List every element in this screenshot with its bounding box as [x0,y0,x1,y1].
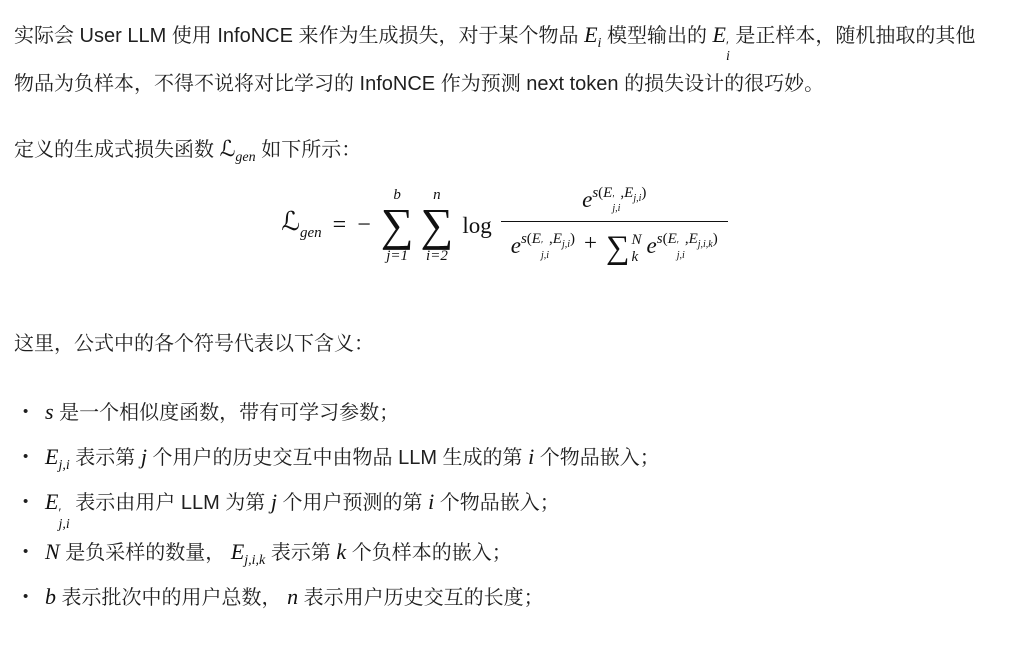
paren-open: ( [662,231,668,248]
sum-upper-limit: b [393,186,401,203]
math-sub-gen: gen [299,225,322,242]
definition-text-1: 定义的生成式损失函数 [14,138,220,161]
legend-heading: 这里，公式中的各个符号代表以下含义： [14,333,374,356]
list-item-text: 个物品嵌入； [534,447,660,470]
list-item-b-n [45,575,995,620]
math-var-i: i [528,444,535,470]
sum-upper-limit: n [433,186,441,203]
math-sub-ji: j,i [58,516,70,532]
math-var-N [45,539,60,564]
math-var-j: j [270,489,277,515]
list-item-text: 表示批次中的用户总数， [56,586,288,609]
math-var-e: e [510,233,521,259]
comma: , [549,231,553,248]
math-sub-ji: j,i [540,249,550,261]
math-prime: ′ [540,240,544,252]
math-sub-i: i [597,36,602,51]
paragraph-definition [14,127,995,172]
list-item-text: 是一个相似度函数，带有可学习参数； [53,402,400,425]
math-var-s: s [520,231,527,248]
list-item-s [45,390,995,435]
math-var-E: E [45,489,59,515]
list-item-text: 个物品嵌入； [434,492,560,515]
fraction [501,186,728,266]
sigma-icon: ∑ [605,230,630,267]
fraction-numerator [576,186,652,221]
intro-text-3: 是正样本，随机抽取的其他物品为负样本，不得不说将对比学习的 InfoNCE 作为预测 next token 的损失设计的很巧妙。 [14,25,976,95]
intro-text-1: 实际会 User LLM 使用 InfoNCE 来作为生成损失，对于某个物品 [14,25,585,47]
math-sub-gen: gen [235,149,256,165]
exponent [592,184,647,215]
exponent [656,231,718,261]
math-var-s: s [592,184,599,201]
definition-text-2: 如下所示： [255,138,362,161]
sigma-icon: ∑ [380,199,414,251]
math-var-E: E [45,444,59,470]
math-var-E: E [230,538,245,564]
list-item-text: 表示第 [69,447,141,470]
math-E-prime-i [712,22,730,65]
sum-lower-limit: j=1 [386,247,409,264]
list-item-text: 表示由用户 LLM 为第 [69,492,271,515]
list-item-text: 是负采样的数量， [59,541,231,564]
math-L-gen-inline [219,136,256,165]
sum-over-items [421,186,454,266]
math-var-s: s [45,399,54,425]
math-var-e: e [646,233,657,259]
math-sub-i: i [725,49,730,65]
list-item-text: 个用户的历史交互中由物品 LLM 生成的第 [146,447,529,470]
math-E-prime-ji [45,489,70,532]
math-sub-ji: j,i [58,458,70,474]
math-var-E: E [688,231,698,248]
math-sub-ji: j,i [612,203,621,215]
math-var-s [45,399,54,424]
math-sub-jik: j,i,k [697,239,713,251]
math-prime: ′ [676,240,679,252]
log-operator: log [462,212,492,238]
math-sub-ji: j,i [633,192,642,204]
math-var-b: b [45,583,56,609]
math-var-E: E [584,22,598,47]
math-var-E: E [667,231,677,248]
math-var-n [287,584,298,609]
math-var-s: s [656,231,663,248]
sum-over-negatives [606,232,647,267]
script-L-icon: ℒ [281,207,300,238]
list-item-E-prime-ji [45,480,995,530]
sum-lower-limit: k [631,248,639,265]
math-prime: ′ [58,505,62,521]
exp-term-negative [646,231,718,261]
equals-sign: = [332,212,347,239]
sum-upper-limit: N [631,231,642,248]
paragraph-intro [14,13,995,106]
paren-open: ( [526,231,532,248]
math-prime: ′ [612,193,615,205]
math-var-E: E [603,184,613,201]
paren-close: ) [570,231,575,248]
exp-term-positive [582,184,647,215]
math-var-e: e [582,186,593,212]
math-var-E: E [624,184,634,201]
math-sub-ji: j,i [676,249,685,261]
math-var-E: E [712,22,726,47]
math-var-k: k [336,538,347,564]
math-var-b [45,584,56,609]
exp-term-positive [510,231,575,261]
list-item-text: 个用户预测的第 [277,492,429,515]
math-sub-ji: j,i [561,239,570,251]
list-item-text: 表示第 [265,541,337,564]
math-prime: ′ [725,38,729,53]
list-item-N [45,530,995,575]
math-var-E: E [531,231,541,248]
comma: , [684,231,689,248]
sum-over-users [381,186,414,266]
math-var-N: N [45,538,60,564]
list-item-text: 表示用户历史交互的长度； [298,586,544,609]
list-item-text: 个负样本的嵌入； [346,541,512,564]
math-L-gen [281,209,321,241]
paren-open: ( [598,184,604,201]
math-var-j: j [140,444,147,470]
math-var-k [336,539,346,564]
sum-lower-limit: i=2 [426,247,448,264]
math-E-jik [230,538,266,568]
generation-loss-equation [281,186,728,266]
math-E-ji [45,444,70,474]
intro-text-2: 模型输出的 [601,25,713,47]
sigma-icon: ∑ [420,199,454,251]
exponent [520,231,575,261]
paren-close: ) [712,231,718,248]
list-item-E-ji [45,435,995,480]
math-sub-jik: j,i,k [244,552,266,568]
symbol-list [14,390,995,620]
paren-close: ) [641,184,647,201]
plus-sign: + [584,230,597,256]
fraction-denominator [501,221,728,266]
math-var-E: E [552,231,562,248]
math-E-i [584,22,602,51]
math-var-i: i [428,489,435,515]
equation-block [14,186,995,266]
script-L-icon: ℒ [219,136,236,162]
math-var-n: n [287,583,299,609]
minus-sign: − [357,212,371,239]
comma: , [620,184,625,201]
